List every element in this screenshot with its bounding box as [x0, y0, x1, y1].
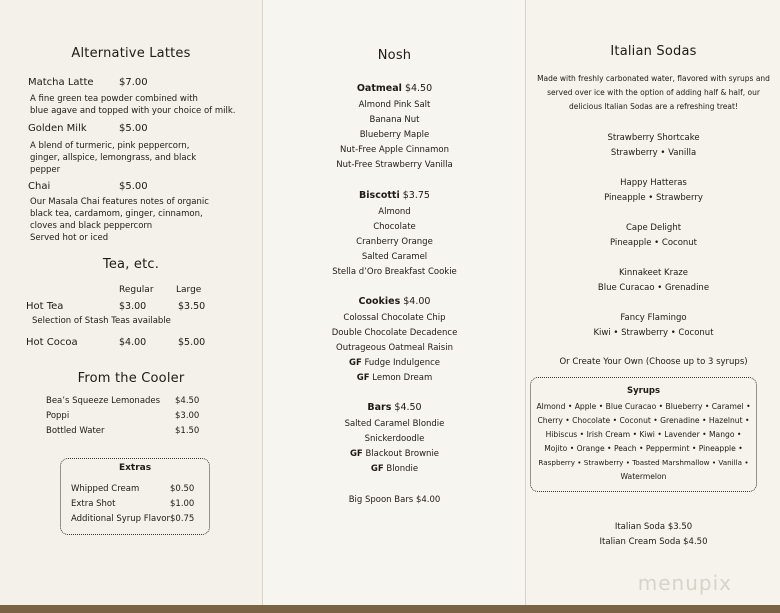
- nosh-title: Nosh: [377, 48, 412, 63]
- oatmeal-item: Nut-Free Strawberry Vanilla: [336, 160, 453, 170]
- extras-item-price: $1.00: [170, 499, 195, 509]
- create-your-own: Or Create Your Own (Choose up to 3 syrups): [559, 357, 748, 367]
- biscotti-item: Salted Caramel: [361, 252, 428, 262]
- cookies-name: Cookies: [358, 296, 401, 307]
- bars-price: $4.50: [394, 402, 422, 413]
- biscotti-price: $3.75: [402, 190, 430, 201]
- right-panel: [525, 0, 780, 605]
- syrups-line: Hibiscus • Irish Cream • Kiwi • Lavender • Mango •: [545, 430, 742, 439]
- extras-item-name: Extra Shot: [71, 499, 116, 509]
- cookies-item: Colossal Chocolate Chip: [343, 313, 446, 323]
- cookies-price: $4.00: [403, 296, 431, 307]
- table-surface: [0, 605, 780, 613]
- col-regular: Regular: [119, 285, 154, 295]
- soda-name: Happy Hatteras: [620, 178, 687, 188]
- cooler-title: From the Cooler: [77, 371, 185, 386]
- cookies-gf-item: [263, 357, 526, 369]
- extras-item-price: $0.75: [170, 514, 195, 524]
- chai-desc-2: black tea, cardamom, ginger, cinnamon,: [30, 209, 203, 219]
- hot-cocoa-regular: $4.00: [119, 337, 147, 348]
- golden-desc-1: A blend of turmeric, pink peppercorn,: [30, 141, 190, 151]
- oatmeal-heading: [263, 83, 526, 94]
- biscotti-heading: [263, 190, 526, 201]
- gf-item-name: Fudge Indulgence: [364, 358, 440, 368]
- golden-desc-3: pepper: [30, 165, 61, 175]
- cookies-item: Double Chocolate Decadence: [331, 328, 458, 338]
- italian-sodas-title: Italian Sodas: [610, 44, 697, 59]
- matcha-desc-2: blue agave and topped with your choice of milk.: [30, 106, 236, 116]
- soda-flavors: Pineapple • Strawberry: [604, 193, 703, 203]
- gf-tag: GF: [349, 449, 363, 459]
- bars-item: Snickerdoodle: [364, 434, 425, 444]
- chai-desc-3: cloves and black peppercorn: [30, 221, 153, 231]
- biscotti-item: Almond: [378, 207, 411, 217]
- chai-desc-1: Our Masala Chai features notes of organic: [30, 197, 209, 207]
- cookies-heading: [263, 296, 526, 307]
- soda-name: Strawberry Shortcake: [607, 133, 700, 143]
- hot-tea-regular: $3.00: [119, 301, 147, 312]
- bars-gf-item: [263, 463, 526, 475]
- watermark-logo: menupix: [637, 571, 732, 595]
- cooler-item-name: Bea’s Squeeze Lemonades: [46, 396, 161, 406]
- lattes-title: Alternative Lattes: [71, 46, 191, 61]
- soda-name: Kinnakeet Kraze: [618, 268, 688, 278]
- cooler-item-price: $3.00: [175, 411, 200, 421]
- middle-panel: [262, 0, 525, 605]
- intro-line: delicious Italian Sodas are a refreshing treat!: [569, 102, 738, 111]
- biscotti-item: Chocolate: [373, 222, 416, 232]
- hot-tea-note: Selection of Stash Teas available: [32, 316, 171, 326]
- extras-item-price: $0.50: [170, 484, 195, 494]
- cookies-item: Outrageous Oatmeal Raisin: [336, 343, 453, 353]
- tea-title: Tea, etc.: [102, 257, 160, 272]
- extras-title: Extras: [118, 463, 152, 473]
- oatmeal-item: Nut-Free Apple Cinnamon: [340, 145, 449, 155]
- golden-name: Golden Milk: [28, 123, 87, 134]
- hot-cocoa-large: $5.00: [178, 337, 206, 348]
- extras-item-name: Additional Syrup Flavor: [71, 514, 170, 524]
- hot-cocoa-name: Hot Cocoa: [26, 337, 78, 348]
- chai-price: $5.00: [119, 181, 148, 192]
- cookies-gf-item: [263, 372, 526, 384]
- italian-cream-soda-price: Italian Cream Soda $4.50: [599, 537, 708, 547]
- soda-name: Cape Delight: [625, 223, 682, 233]
- matcha-price: $7.00: [119, 77, 148, 88]
- gf-item-name: Lemon Dream: [372, 373, 433, 383]
- bars-name: Bars: [367, 402, 392, 413]
- soda-flavors: Pineapple • Coconut: [609, 238, 698, 248]
- syrups-line: Watermelon: [620, 472, 667, 481]
- gf-item-name: Blackout Brownie: [365, 449, 440, 459]
- left-panel: [0, 0, 262, 605]
- oatmeal-item: Banana Nut: [369, 115, 420, 125]
- matcha-desc-1: A fine green tea powder combined with: [30, 94, 198, 104]
- soda-flavors: Kiwi • Strawberry • Coconut: [593, 328, 714, 338]
- oatmeal-item: Almond Pink Salt: [358, 100, 431, 110]
- syrups-line: Almond • Apple • Blue Curacao • Blueberry • Caramel •: [536, 402, 751, 411]
- italian-soda-price: Italian Soda $3.50: [614, 522, 693, 532]
- chai-desc-4: Served hot or iced: [30, 233, 109, 243]
- soda-flavors: Blue Curacao • Grenadine: [597, 283, 710, 293]
- gf-item-name: Blondie: [386, 464, 419, 474]
- golden-price: $5.00: [119, 123, 148, 134]
- intro-line: Made with freshly carbonated water, flavored with syrups and: [537, 74, 770, 83]
- extras-item-name: Whipped Cream: [71, 484, 140, 494]
- biscotti-item: Stella d’Oro Breakfast Cookie: [332, 267, 457, 277]
- soda-name: Fancy Flamingo: [620, 313, 687, 323]
- chai-name: Chai: [28, 181, 51, 192]
- bars-item: Salted Caramel Blondie: [344, 419, 445, 429]
- cooler-item-name: Bottled Water: [46, 426, 105, 436]
- hot-tea-large: $3.50: [178, 301, 206, 312]
- cooler-item-name: Poppi: [46, 411, 70, 421]
- golden-desc-2: ginger, allspice, lemongrass, and black: [30, 153, 197, 163]
- bars-heading: [263, 402, 526, 413]
- syrups-line: Mojito • Orange • Peach • Peppermint • Pineapple •: [544, 444, 743, 453]
- soda-flavors: Strawberry • Vanilla: [610, 148, 697, 158]
- gf-tag: GF: [370, 464, 384, 474]
- syrups-line: Cherry • Chocolate • Coconut • Grenadine • Hazelnut •: [537, 416, 750, 425]
- cooler-item-price: $4.50: [175, 396, 200, 406]
- oatmeal-item: Blueberry Maple: [359, 130, 430, 140]
- biscotti-name: Biscotti: [359, 190, 400, 201]
- big-spoon-bars: Big Spoon Bars $4.00: [348, 495, 441, 505]
- gf-tag: GF: [349, 358, 362, 368]
- biscotti-item: Cranberry Orange: [356, 237, 433, 247]
- bars-gf-item: [263, 448, 526, 460]
- gf-tag: GF: [356, 373, 370, 383]
- hot-tea-name: Hot Tea: [26, 301, 64, 312]
- cooler-item-price: $1.50: [175, 426, 200, 436]
- syrups-title: Syrups: [626, 386, 661, 396]
- col-large: Large: [176, 285, 202, 295]
- intro-line: served over ice with the option of adding half & half, our: [547, 88, 760, 97]
- oatmeal-name: Oatmeal: [356, 83, 402, 94]
- matcha-name: Matcha Latte: [28, 77, 94, 88]
- syrups-line: Raspberry • Strawberry • Toasted Marshmallow • Vanilla •: [538, 458, 749, 467]
- oatmeal-price: $4.50: [404, 83, 433, 94]
